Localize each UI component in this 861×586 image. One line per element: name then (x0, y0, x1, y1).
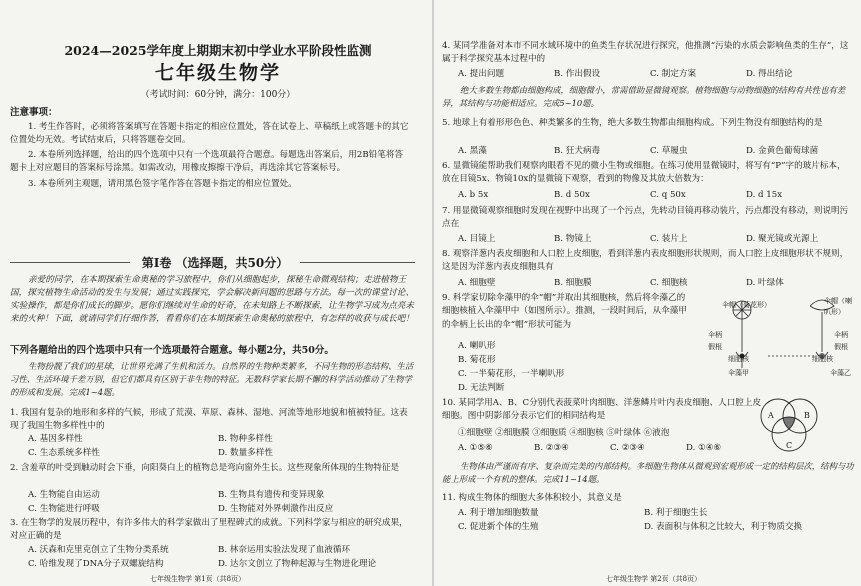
venn-diagram (754, 396, 824, 454)
question-3-stem: 3. 在生物学的发展历程中，有许多伟大的科学家做出了里程碑式的成就。下列科学家与相应的研究成果，对应正确的是 (10, 518, 408, 542)
q1-option-c[interactable]: C. 生态系统多样性 (28, 448, 100, 458)
question-5-stem: 5. 地球上有着形形色色、种类繁多的生物，绝大多数生物都由细胞构成。下列生物没有细胞结构的是 (442, 118, 823, 128)
q9-option-a[interactable]: A. 喇叭形 (458, 341, 496, 351)
q9-option-c[interactable]: C. 一半菊花形，一半喇叭形 (458, 369, 565, 379)
question-8-stem: 8. 观察洋葱内表皮细胞和人口腔上皮细胞，看到洋葱内表皮细胞形状规则，而人口腔上皮细胞形状不规则，这是因为洋葱内表皮细胞具有 (442, 249, 849, 273)
q4-option-d[interactable]: D. 得出结论 (746, 69, 793, 79)
q6-option-b[interactable]: B. d 50x (554, 190, 590, 200)
cap-b-label: 伞帽（喇叭形） (824, 297, 852, 316)
q8-option-a[interactable]: A. 细胞壁 (458, 278, 496, 288)
left-page (0, 0, 430, 586)
q4-option-a[interactable]: A. 提出问题 (458, 69, 505, 79)
rhizoid-label: 假根 (708, 343, 722, 351)
question-9-stem: 9. 科学家切除伞藻甲的伞“帽”并取出其细胞核，然后将伞藻乙的细胞核植入伞藻甲中（如图所示）。推测，一段时间后，从伞藻甲的伞柄上长出的伞“帽”形状可能为 (442, 293, 687, 330)
nucleus-label-b: 细胞核 (812, 355, 833, 363)
section-instruction: 下列各题给出的四个选项中只有一个选项最符合题意。每小题2分，共50分。 (10, 345, 334, 356)
q8-option-c[interactable]: C. 细胞核 (650, 278, 688, 288)
q3-option-b[interactable]: B. 林奈运用实验法发现了血液循环 (218, 545, 351, 555)
exam-info: （考试时间：60分钟，满分：100分） (140, 90, 296, 100)
q2-option-b[interactable]: B. 生物具有遗传和变异现象 (218, 490, 325, 500)
encouragement-text: 亲爱的同学，在本期探索生命奥秘的学习旅程中，你们从细胞起步，探秘生命微观结构；走进植物王国，探究植物生命活动的发生与发展；通过实践探究，学会解决新问题的思路与方法。每一次的课堂讨论、实验操作，都是你们成长的脚步。愿你们继续对生命的好奇，在未知路上不断探索，让生物学习成为点亮未来的火种！下面，就请同学们仔细作答，看看你们在本期探索生命奥秘的旅程中，有怎样的收获与成长吧！ (10, 275, 414, 324)
question-2-stem: 2. 含羞草的叶受到触动时会下垂，向阳葵白上的植物总是弯向窗外生长。这些现象所体现的生物特征是 (10, 463, 400, 473)
q10-option-b[interactable]: B. ②③④ (534, 443, 569, 453)
q4-option-c[interactable]: C. 制定方案 (650, 69, 697, 79)
alga-a-label: 伞藻甲 (728, 369, 749, 377)
q2-option-a[interactable]: A. 生物能自由运动 (28, 490, 100, 500)
q1-option-d[interactable]: D. 数量多样性 (218, 448, 274, 458)
q7-option-b[interactable]: B. 物镜上 (554, 234, 592, 244)
q11-option-a[interactable]: A. 利于增加细胞数量 (458, 508, 539, 518)
page-footer-left: 七年级生物学 第1页（共8页） (150, 575, 246, 583)
q10-option-c[interactable]: C. ②③④ (610, 443, 645, 453)
q8-option-d[interactable]: D. 叶绿体 (746, 278, 784, 288)
question-1-stem: 1. 我国有复杂的地形和多样的气候，形成了荒漠、草原、森林、湿地、河流等地形地貌和植被特征。这表现了我国生物多样性中的 (10, 408, 408, 432)
q5-option-c[interactable]: C. 草履虫 (650, 146, 688, 156)
section-title: 第Ⅰ卷 （选择题，共50分） (141, 256, 289, 270)
question-6-stem: 6. 显微镜能帮助我们观察肉眼看不见的微小生物或细胞。在练习使用显微镜时，将写有“P”字的玻片标本，放在目镜5x、物镜10x的显微镜下观察，看到的物像及其放大倍数为： (442, 161, 846, 185)
cap-a-label: 伞帽（菊花形） (722, 301, 771, 309)
q9-option-d[interactable]: D. 无法判断 (458, 383, 505, 393)
q3-option-c[interactable]: C. 哈维发现了DNA分子双螺旋结构 (28, 559, 164, 569)
q3-option-a[interactable]: A. 沃森和克里克创立了生物分类系统 (28, 545, 169, 555)
q1-option-a[interactable]: A. 基因多样性 (28, 434, 83, 444)
question-11-stem: 11. 构成生物体的细胞大多体积较小，其意义是 (442, 493, 622, 503)
q2-option-d[interactable]: D. 生物能对外界刺激作出反应 (218, 504, 334, 514)
q5-option-d[interactable]: D. 金黄色葡萄球菌 (746, 146, 819, 156)
notice-item-3: 3. 本卷所列主观题，请用黑色签字笔作答在答题卡指定的相应位置处。 (28, 179, 297, 189)
q7-option-c[interactable]: C. 装片上 (650, 234, 688, 244)
notice-heading: 注意事项： (10, 107, 58, 118)
intro-q11-14: 生物体由严谨而有序、复杂而完美的内部结构。多细胞生物体从微观到宏观形成一定的结构层次，结构与功能上形成一个有机的整体。完成11~14题。 (442, 461, 854, 485)
alga-b-label: 伞藻乙 (830, 369, 851, 377)
right-page (436, 0, 861, 586)
intro-q5-10: 绝大多数生物都由细胞构成，细胞微小，常需借助显微镜观察。植物细胞与动物细胞的结构有共性也有差异，其结构与功能相适应。完成5~10题。 (442, 85, 846, 109)
stalk-label: 伞柄 (708, 331, 722, 339)
q2-option-c[interactable]: C. 生物能进行呼吸 (28, 504, 100, 514)
subject-title: 七年级生物学 (154, 62, 281, 84)
umbrella-algae-figure (698, 292, 858, 390)
question-10-stem: 10. 某同学用A、B、C分别代表菠菜叶肉细胞、洋葱鳞片叶内表皮细胞、人口腔上皮细胞。图中阴影部分表示它们的相同结构是 (442, 398, 762, 422)
q10-option-d[interactable]: D. ①④⑥ (686, 443, 722, 453)
page-divider (432, 0, 434, 586)
notice-item-1: 1. 考生作答时，必须将答案填写在答题卡指定的相应位置处，答在试卷上、草稿纸上或答题卡的其它位置处均无效。考试结束后，只将答题卷交回。 (10, 122, 409, 145)
q9-option-b[interactable]: B. 菊花形 (458, 355, 496, 365)
q10-option-a[interactable]: A. ①⑤⑥ (458, 443, 493, 453)
q8-option-b[interactable]: B. 细胞膜 (554, 278, 592, 288)
venn-label-b: B (804, 411, 810, 420)
notice-item-2: 2. 本卷所列选择题，给出的四个选项中只有一个选项最符合题意。每题选出答案后，用2B铅笔将答题卡上对应题目的答案标号涂黑。如需改动，用橡皮擦擦干净后，再选涂其它答案标号。 (10, 150, 404, 173)
q6-option-c[interactable]: C. q 50x (650, 190, 686, 200)
q5-option-a[interactable]: A. 黑藻 (458, 146, 487, 156)
q11-option-d[interactable]: D. 表面积与体积之比较大，利于物质交换 (644, 522, 803, 532)
q11-option-b[interactable]: B. 利于细胞生长 (644, 508, 708, 518)
intro-q1-4: 生物扮靓了我们的星球，让世界充满了生机和活力。自然界的生物种类繁多，不同生物的形态结构、生活习性、生活环境千差万别，但它们都具有区别于非生物的特征。无数科学家长期不懈的科学活动推动了生物学的形成和发展。完成1~4题。 (10, 361, 414, 398)
q6-option-a[interactable]: A. b 5x (458, 190, 489, 200)
q7-option-d[interactable]: D. 聚光镜或光源上 (746, 234, 819, 244)
question-4-stem: 4. 某同学准备对本市不同水域环境中的鱼类生存状况进行探究，他推测“污染的水质会影响鱼类的生存”，这属于科学探究基本过程中的 (442, 41, 849, 65)
exam-title: 2024—2025学年度上期期末初中学业水平阶段性监测 (64, 43, 372, 58)
q7-option-a[interactable]: A. 目镜上 (458, 234, 496, 244)
q3-option-d[interactable]: D. 达尔文创立了物种起源与生物进化理论 (218, 559, 377, 569)
q6-option-d[interactable]: D. d 15x (746, 190, 783, 200)
page-footer-right: 七年级生物学 第2页（共8页） (606, 575, 702, 583)
nucleus-label: 细胞核 (728, 355, 749, 363)
q5-option-b[interactable]: B. 狂犬病毒 (554, 146, 601, 156)
q10-structure-list: ①细胞壁 ②细胞膜 ③细胞质 ④细胞核 ⑤叶绿体 ⑥液泡 (458, 428, 670, 438)
venn-label-a: A (768, 411, 774, 420)
question-7-stem: 7. 用显微镜观察细胞时发现在视野中出现了一个污点，先转动目镜再移动装片，污点都没有移动，则说明污点在 (442, 206, 849, 230)
q11-option-c[interactable]: C. 促进新个体的生殖 (458, 522, 539, 532)
stalk-label-b: 伞柄 (834, 331, 848, 339)
q4-option-b[interactable]: B. 作出假设 (554, 69, 601, 79)
rhizoid-label-b: 假根 (834, 343, 848, 351)
q1-option-b[interactable]: B. 物种多样性 (218, 434, 273, 444)
venn-label-c: C (786, 441, 793, 450)
